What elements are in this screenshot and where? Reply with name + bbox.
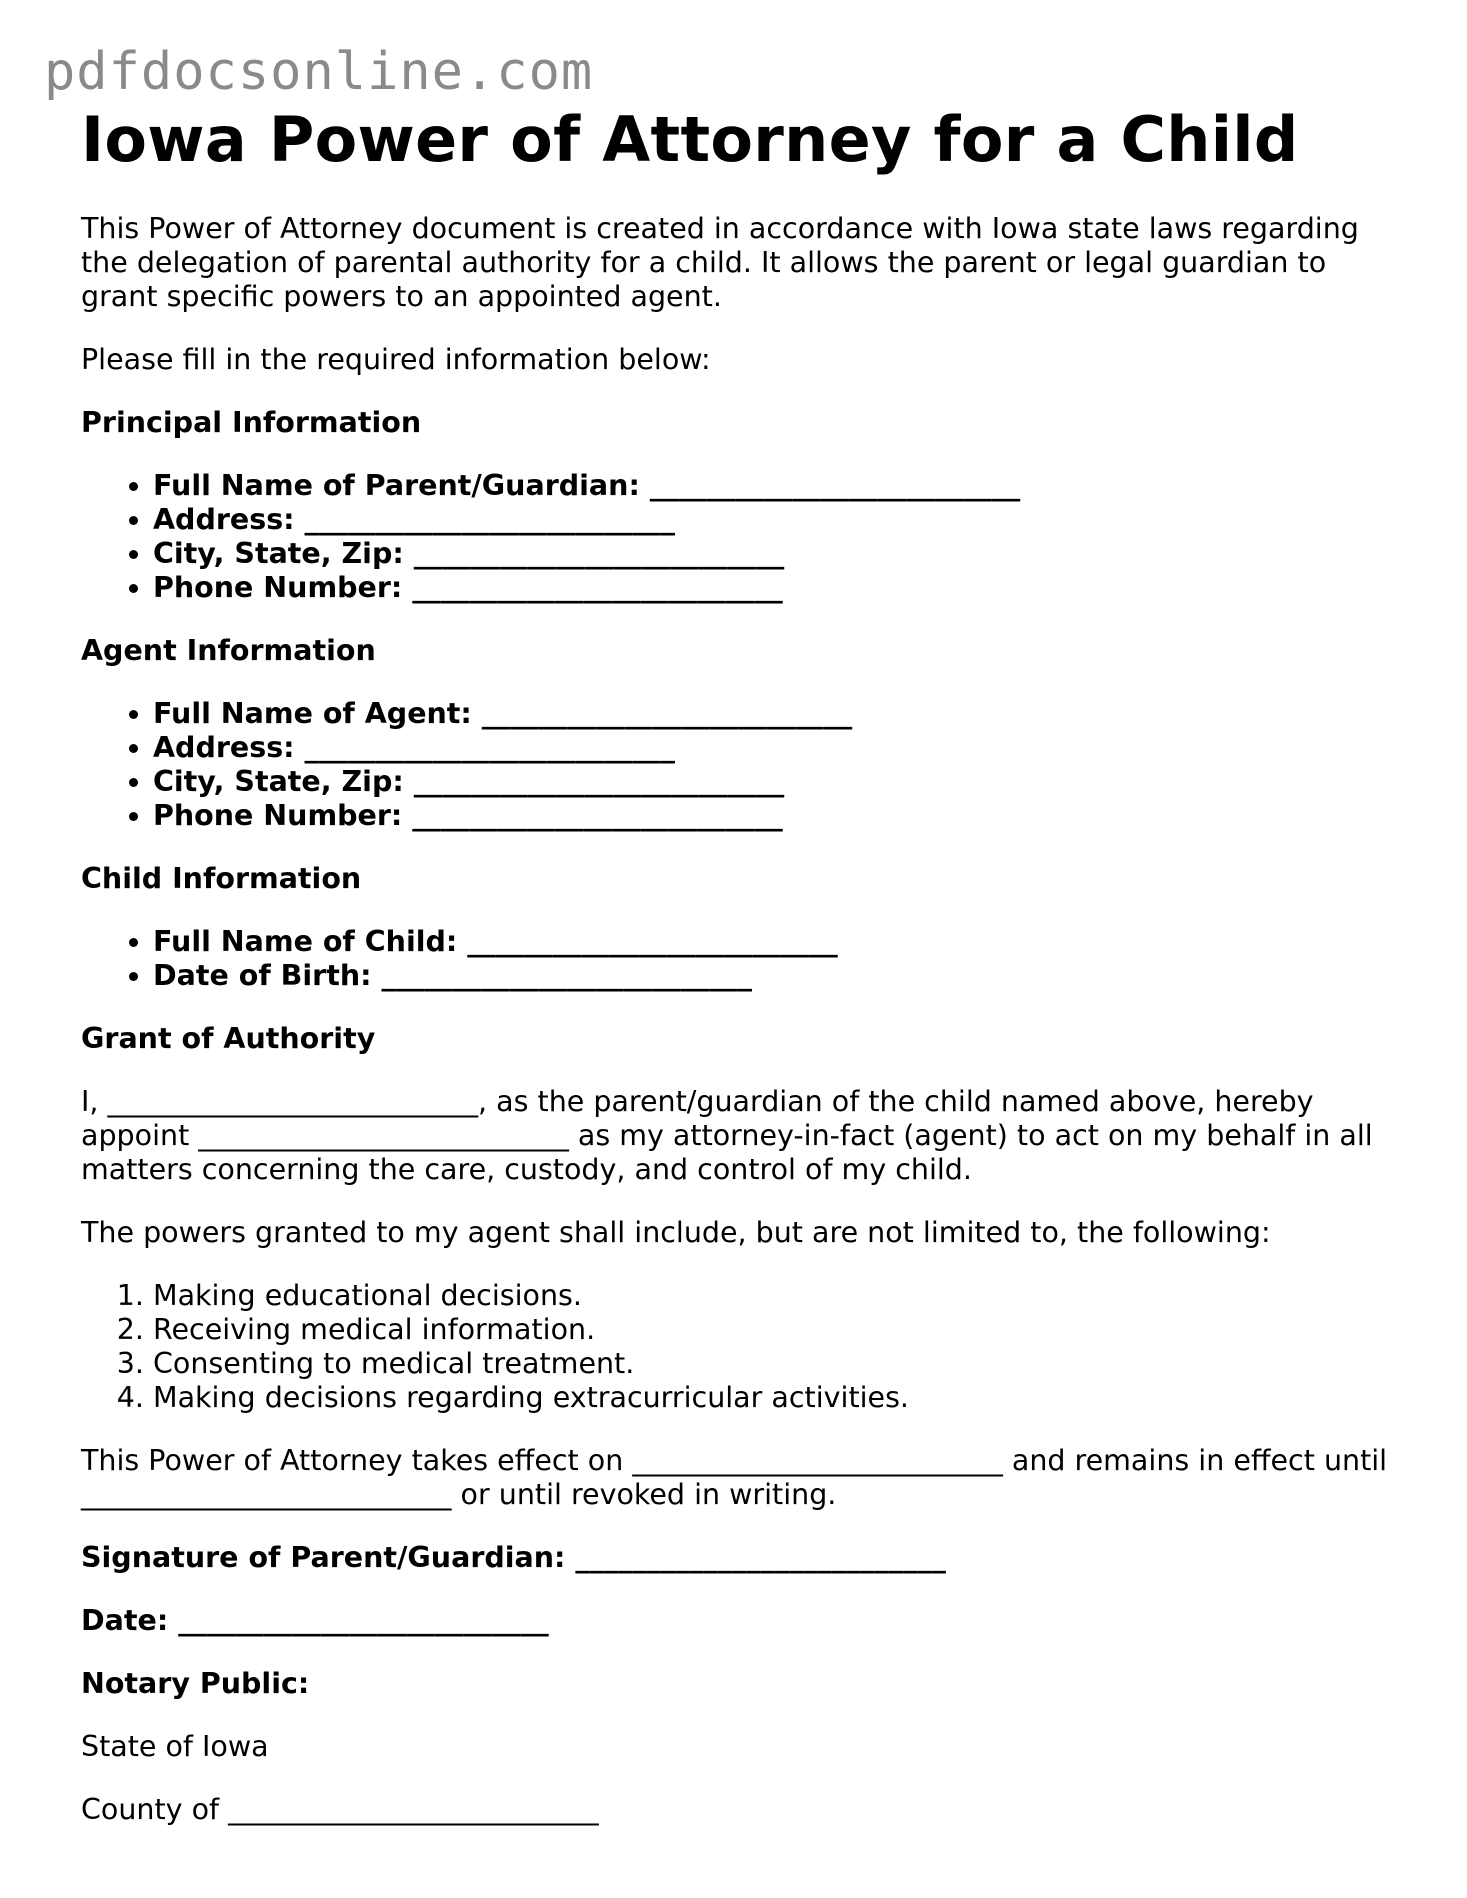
principal-phone-field[interactable] [153,571,1401,605]
county-blank[interactable]: __________________________ [228,1793,599,1827]
field-label: Date of Birth: [153,959,372,993]
effective-dates-paragraph [81,1444,1401,1512]
effect-text: This Power of Attorney takes effect on [81,1444,633,1478]
intro-paragraph: This Power of Attorney document is created in accordance with Iowa state laws regarding the delegation of parental authority for a child. It allows the parent or legal guardian to grant specific powers to an appointed agent. [81,212,1359,314]
grant-text: as my attorney-in-fact (agent) to act on my behalf in all matters concerning the care, custody, and control of my child. [81,1119,1373,1187]
power-item: 1. Making educational decisions. [153,1279,1401,1313]
parent-name-blank[interactable]: __________________________ [107,1085,479,1119]
child-name-field[interactable] [153,925,1401,959]
watermark: pdfdocsonline.com [44,42,594,102]
grant-text: , as the parent/guardian of the child named above, hereby appoint [81,1085,1314,1153]
date-label: Date: [81,1604,169,1638]
field-label: Phone Number: [153,799,403,833]
field-label: Address: [153,503,295,537]
page-title: Iowa Power of Attorney for a Child [81,103,1299,176]
notary-county-line [81,1793,1401,1827]
child-fields [81,925,1401,993]
signature-blank[interactable]: __________________________ [575,1541,946,1575]
date-blank[interactable]: __________________________ [178,1604,549,1638]
agent-name-blank[interactable]: __________________________ [198,1119,569,1153]
field-label: Phone Number: [153,571,403,605]
field-label: Address: [153,731,295,765]
effect-text: and remains in effect until [1002,1444,1388,1478]
county-label: County of [81,1793,229,1827]
signature-line [81,1541,1401,1575]
blank-line[interactable]: __________________________ [304,731,676,765]
date-line [81,1604,1401,1638]
field-label: Full Name of Child: [153,925,458,959]
principal-heading: Principal Information [81,406,422,440]
blank-line[interactable]: __________________________ [304,503,676,537]
blank-line[interactable]: __________________________ [649,469,1021,503]
notary-heading: Notary Public: [81,1667,310,1701]
instruction-text: Please fill in the required information below: [81,343,711,377]
blank-line[interactable]: __________________________ [412,799,783,833]
principal-address-field[interactable] [153,503,1401,537]
power-item: 2. Receiving medical information. [153,1313,1401,1347]
agent-address-field[interactable] [153,731,1401,765]
power-item: 3. Consenting to medical treatment. [153,1347,1401,1381]
field-label: Full Name of Agent: [153,697,472,731]
field-label: Full Name of Parent/Guardian: [153,469,640,503]
end-date-blank[interactable]: __________________________ [81,1478,452,1512]
agent-city-state-zip-field[interactable] [153,765,1401,799]
document [81,104,1401,1827]
child-heading: Child Information [81,862,362,896]
signature-label: Signature of Parent/Guardian: [81,1541,566,1575]
powers-list [81,1279,1401,1415]
agent-name-field[interactable] [153,697,1401,731]
grant-heading: Grant of Authority [81,1022,376,1056]
principal-fields [81,469,1401,605]
powers-intro: The powers granted to my agent shall include, but are not limited to, the following: [81,1216,1271,1250]
grant-text: I, [81,1085,108,1119]
notary-state: State of Iowa [81,1730,269,1764]
field-label: City, State, Zip: [153,537,404,571]
field-label: City, State, Zip: [153,765,404,799]
principal-city-state-zip-field[interactable] [153,537,1401,571]
blank-line[interactable]: __________________________ [412,571,783,605]
power-item: 4. Making decisions regarding extracurricular activities. [153,1381,1401,1415]
blank-line[interactable]: __________________________ [481,697,853,731]
child-dob-field[interactable] [153,959,1401,993]
blank-line[interactable]: __________________________ [413,537,785,571]
effect-text: or until revoked in writing. [451,1478,837,1512]
blank-line[interactable]: __________________________ [381,959,752,993]
blank-line[interactable]: __________________________ [467,925,838,959]
start-date-blank[interactable]: __________________________ [632,1444,1003,1478]
grant-paragraph [81,1085,1401,1187]
principal-name-field[interactable] [153,469,1401,503]
blank-line[interactable]: __________________________ [413,765,785,799]
agent-fields [81,697,1401,833]
agent-phone-field[interactable] [153,799,1401,833]
agent-heading: Agent Information [81,634,376,668]
